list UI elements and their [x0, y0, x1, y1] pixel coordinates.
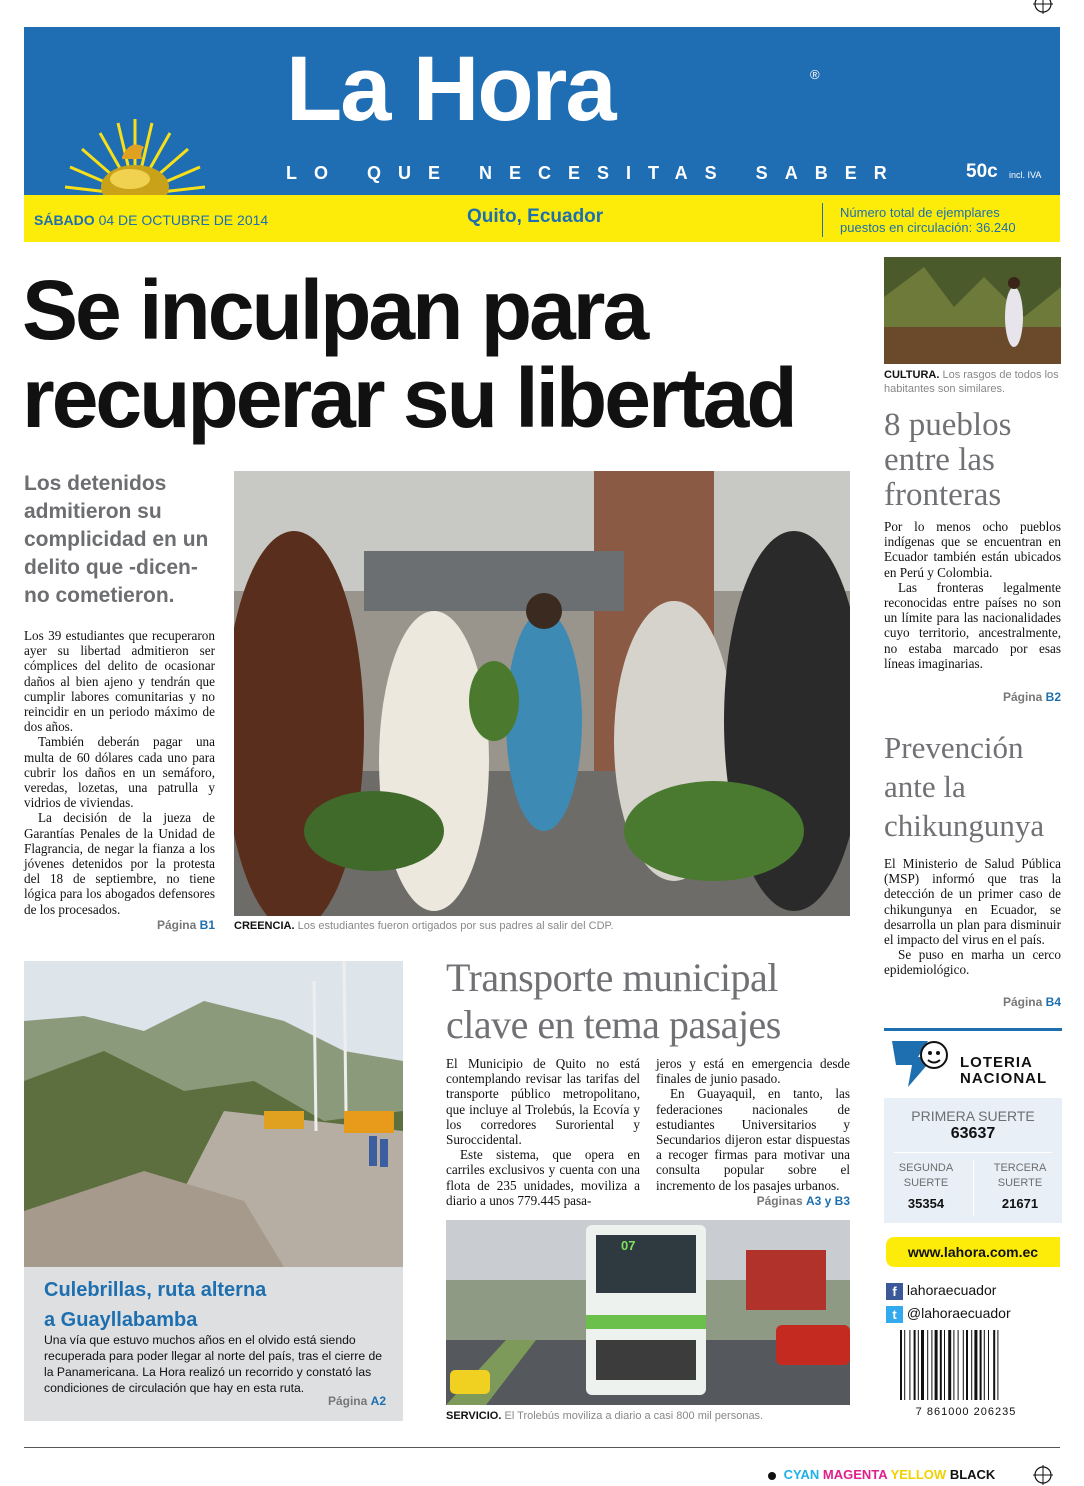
barcode-bar: [921, 1330, 924, 1400]
barcode-bar: [944, 1330, 945, 1400]
lottery-second-label: [884, 1161, 968, 1191]
lottery-second-label-line1: SEGUNDA: [898, 1162, 954, 1174]
lottery-first-label: PRIMERA SUERTE: [911, 1108, 1035, 1124]
story1-title: 8 pueblos entre las fronteras: [884, 407, 1012, 513]
facebook-link[interactable]: [886, 1281, 996, 1300]
transport-paragraph: En Guayaquil, en tanto, las federaciones nacionales de estudiantes Universitarios y Secundarios dijeron estar dispuestas a recoger firmas para motivar una consulta popular sobre el incremento de los pasajes urbanos.: [656, 1086, 850, 1193]
transport-caption: [446, 1410, 850, 1422]
lottery-results: [884, 1098, 1062, 1223]
circulation-line2: puestos en circulación: 36.240: [840, 220, 1016, 235]
lead-paragraph: También deberán pagar una multa de 60 dólares cada uno para cubrir los daños en un semáforo, veredas, lozetas, una patrulla y vidrios de viviendas.: [24, 734, 215, 811]
lottery-brand-line2: NACIONAL: [960, 1070, 1048, 1087]
barcode-bar: [914, 1330, 916, 1400]
transport-paragraph: jeros y está en emergencia desde finales de junio pasado.: [656, 1056, 850, 1087]
lottery-third-label-line1: TERCERA: [993, 1162, 1047, 1174]
color-marks: [768, 1467, 995, 1482]
story1-paragraph: Por lo menos ocho pueblos indígenas que se encuentran en Ecuador también están ubicados en Perú y Colombia.: [884, 519, 1061, 580]
culebrillas-photo-illustration: [24, 961, 403, 1267]
culture-caption-label: CULTURA.: [884, 369, 940, 381]
date-bar-divider: [822, 203, 823, 237]
barcode-number: 7 861000 206235: [915, 1406, 1017, 1418]
transport-paragraph: El Municipio de Quito no está contemplando revisar las tarifas del transporte público metropolitano, que incluye al Trolebús, la Ecovía y los corredores Suroriental y Suroccidental.: [446, 1056, 640, 1148]
lottery-third-label: [978, 1161, 1062, 1191]
culebrillas-photo: [24, 961, 403, 1267]
lead-photo: [234, 471, 850, 916]
lead-page-number: B1: [199, 918, 215, 932]
story2-page-ref: [884, 995, 1061, 1009]
barcode-bar: [900, 1330, 902, 1400]
magenta-mark: MAGENTA: [822, 1467, 888, 1482]
culture-caption-text: Los rasgos de todos los habitantes son similares.: [884, 369, 1059, 395]
story1-page-ref: [884, 690, 1061, 704]
barcode-bar: [980, 1330, 982, 1400]
date-rest: 04 DE OCTUBRE DE 2014: [98, 212, 269, 228]
lottery-second-label-line2: SUERTE: [903, 1177, 949, 1189]
registered-mark: ®: [810, 67, 820, 82]
culture-caption: [884, 368, 1062, 396]
lottery-third-label-line2: SUERTE: [997, 1177, 1043, 1189]
barcode-bar: [963, 1330, 964, 1400]
transport-title-line1: Transporte municipal: [446, 955, 778, 1000]
tagline: LO QUE NECESITAS SABER: [286, 163, 904, 183]
barcode-bar: [935, 1330, 938, 1400]
story1-page-label: Página: [1002, 690, 1043, 704]
registration-dot-icon: [768, 1472, 776, 1480]
lead-caption-text: Los estudiantes fueron ortigados por sus padres al salir del CDP.: [297, 920, 614, 932]
culebrillas-page-number: A2: [370, 1394, 386, 1408]
logo: La Hora: [286, 38, 615, 140]
lead-paragraph: La decisión de la jueza de Garantías Penales de la Unidad de Flagrancia, de negar la fianza a los jóvenes detenidos por la protesta del 18 de septiembre, no tiene lógica para los abogados defensores de los procesados.: [24, 810, 215, 917]
barcode-bar: [984, 1330, 985, 1400]
barcode-bar: [948, 1330, 951, 1400]
twitter-link[interactable]: [886, 1304, 1011, 1323]
cyan-mark: CYAN: [783, 1467, 820, 1482]
lead-caption: [234, 920, 850, 932]
lottery-brand-line1: LOTERIA: [960, 1054, 1033, 1071]
lead-page-ref: [24, 918, 215, 932]
lead-headline-line1: Se inculpan para: [22, 263, 647, 357]
bus-route-number: 07: [621, 1238, 636, 1253]
twitter-handle: @lahoraecuador: [906, 1305, 1011, 1321]
transport-col1: [446, 1056, 640, 1208]
transport-paragraph: Este sistema, que opera en carriles exclusivos y cuenta con una flota de 235 unidades, moviliza a diario a unos 779.445 pasa-: [446, 1147, 640, 1208]
barcode-bar: [993, 1330, 995, 1400]
culebrillas-title: [44, 1275, 394, 1335]
barcode-bar: [958, 1330, 959, 1400]
lead-caption-label: CREENCIA.: [234, 920, 295, 932]
lead-page-label: Página: [156, 918, 197, 932]
transport-title-line2: clave en tema pasajes: [446, 1002, 781, 1047]
barcode-bar: [974, 1330, 977, 1400]
story2-body: [884, 856, 1061, 978]
culebrillas-page-label: Página: [327, 1394, 368, 1408]
facebook-icon: f: [886, 1283, 903, 1300]
story2-page-number: B4: [1045, 995, 1061, 1009]
story2-title: Prevención ante la chikungunya: [884, 730, 1045, 843]
lottery-first-number: 63637: [950, 1125, 996, 1142]
story1-body: [884, 519, 1061, 671]
lead-headline-line2: recuperar su libertad: [22, 351, 795, 445]
lottery-second-number: 35354: [907, 1196, 945, 1211]
date-bar: [24, 195, 1060, 242]
city: Quito, Ecuador: [467, 206, 604, 227]
culebrillas-title-line1: Culebrillas, ruta alterna: [44, 1279, 267, 1301]
yellow-mark: YELLOW: [890, 1467, 947, 1482]
website-bar[interactable]: www.lahora.com.ec: [886, 1237, 1060, 1267]
story1-paragraph: Las fronteras legalmente reconocidas entre países no son un límite para las nacionalidades cuyo territorio, ancestralmente, no estaba marcado por esas líneas imaginarias.: [884, 579, 1061, 671]
lottery-col-divider: [973, 1160, 974, 1216]
footer-rule: [24, 1447, 1060, 1448]
culebrillas-text: Una vía que estuvo muchos años en el olvido está siendo recuperada para poder llegar al norte del país, tras el cierre de la Panamericana. La Hora realizó un recorrido y constató las condiciones de circulación que hay en esta ruta.: [44, 1333, 383, 1395]
lottery-box: [884, 1028, 1062, 1226]
lottery-third-number: 21671: [1001, 1196, 1039, 1211]
culture-photo-illustration: [884, 257, 1061, 364]
price: 50c: [966, 161, 998, 182]
barcode-bar: [971, 1330, 972, 1400]
barcode: [896, 1330, 1036, 1416]
date-line: [34, 212, 268, 228]
lead-body: [24, 628, 215, 917]
circulation-line1: Número total de ejemplares: [840, 205, 1000, 220]
barcode-bar: [988, 1330, 989, 1400]
lead-paragraph: Los 39 estudiantes que recuperaron ayer su libertad admitieron ser cómplices del delito de ocasionar daños al bien ajeno y tendrán que cumplir labores comunitarias y no reincidir en un periodo máximo de dos años.: [24, 628, 215, 735]
date-day: SÁBADO: [34, 212, 95, 228]
lead-deck: Los detenidos admitieron su complicidad en un delito que -dicen- no cometieron.: [24, 472, 209, 607]
lead-headline: [22, 263, 862, 445]
culebrillas-panel: [24, 1267, 403, 1421]
barcode-bar: [904, 1330, 905, 1400]
barcode-bar: [927, 1330, 928, 1400]
barcode-bar: [997, 1330, 998, 1400]
story1-page-number: B2: [1045, 690, 1061, 704]
sun-rooster-emblem: [60, 117, 210, 197]
facebook-handle: lahoraecuador: [906, 1282, 997, 1298]
culebrillas-page-ref: [44, 1394, 386, 1408]
culebrillas-title-line2: a Guayllabamba: [44, 1309, 198, 1331]
transport-page-number: A3 y B3: [805, 1194, 850, 1208]
story2-paragraph: Se puso en marha un cerco epidemiológico.: [884, 947, 1061, 978]
circulation: [840, 205, 1016, 235]
barcode-bar: [940, 1330, 942, 1400]
registration-crosshair-top-icon: [1033, 0, 1053, 14]
culture-photo: [884, 257, 1061, 364]
barcode-bars: [896, 1330, 1036, 1402]
lottery-mascot-icon: [888, 1037, 948, 1091]
transport-col2: [656, 1056, 850, 1193]
twitter-icon: t: [886, 1306, 903, 1323]
story2-paragraph: El Ministerio de Salud Pública (MSP) informó que tras la detección de un primer caso de chikungunya en Ecuador, se desarrolla un plan para disminuir el impacto del virus en el país.: [884, 856, 1061, 948]
lead-photo-illustration: [234, 471, 850, 916]
black-mark: BLACK: [949, 1467, 996, 1482]
transport-photo: [446, 1220, 850, 1405]
masthead: [24, 27, 1060, 195]
transport-caption-text: El Trolebús moviliza a diario a casi 800 mil personas.: [504, 1410, 764, 1422]
transport-photo-illustration: [446, 1220, 850, 1405]
barcode-bar: [909, 1330, 910, 1400]
transport-title: [446, 954, 866, 1048]
transport-page-ref: [656, 1194, 850, 1208]
lottery-brand: [960, 1055, 1047, 1087]
barcode-bar: [931, 1330, 932, 1400]
barcode-bar: [918, 1330, 919, 1400]
lottery-divider: [894, 1152, 1052, 1153]
transport-page-label: Páginas: [756, 1194, 803, 1208]
barcode-bar: [966, 1330, 968, 1400]
registration-crosshair-icon: [1033, 1465, 1053, 1485]
price-note: incl. IVA: [1009, 170, 1042, 180]
transport-caption-label: SERVICIO.: [446, 1410, 502, 1422]
barcode-bar: [953, 1330, 954, 1400]
story2-page-label: Página: [1002, 995, 1043, 1009]
